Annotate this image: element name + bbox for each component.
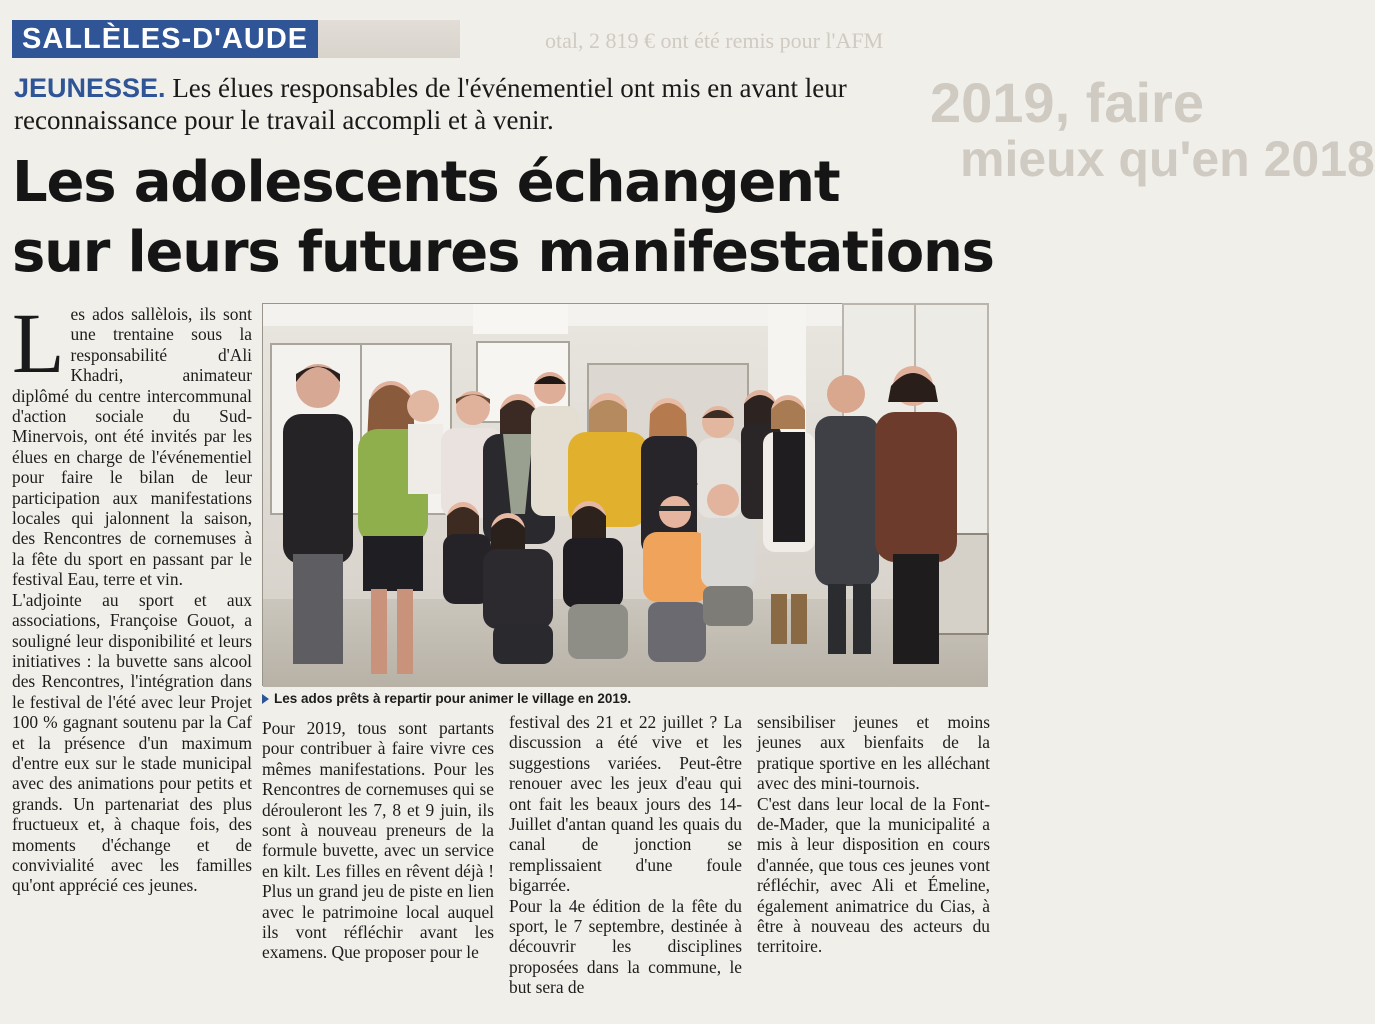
kicker bbox=[14, 72, 994, 136]
article-column-1 bbox=[12, 295, 252, 896]
paragraph-adjointe: L'adjointe au sport et aux associations, Françoise Gouot, a souligné leur disponibilité et leurs initiatives : la buvette sans alcool des Rencontres, l'intégration dans le festival de l'été avec leur Projet 100 % gagnant soutenu par la Caf et la présence d'un maximum d'entre eux sur le stade municipal avec des animations pour petits et grands. Un partenariat des plus fructueux et, à chaque fois, des moments d'échange et de convivialité avec les familles qu'ont apprécié ces jeunes. bbox=[12, 589, 252, 896]
kicker-label: JEUNESSE. bbox=[14, 73, 166, 103]
paragraph-festival: festival des 21 et 22 juillet ? La discussion a été vive et les suggestions variées. Peut-être renouer avec les jeux d'eau qui ont fait les beaux jours des 14-Juillet d'antan quand les quais du canal de jonction se remplissaient d'une foule bigarrée. bbox=[509, 712, 742, 896]
section-location-tag: SALLÈLES-D'AUDE bbox=[12, 20, 318, 58]
photo-caption bbox=[262, 690, 987, 708]
bleed-through-headline: 2019, faire bbox=[930, 71, 1204, 134]
bleed-through-headline-2: mieux qu'en 2018 bbox=[960, 131, 1375, 187]
paragraph-intro-rest: es ados sallèlois, ils sont une trentaine sous la responsabilité d'Ali Khadri, animateur diplômé du centre intercommunal d'action sociale du Sud-Minervois, ont été invités par les élues en charge de l'événementiel pour faire le bilan de leur participation aux manifestations locales qui jalonnent la saison, des Rencontres de cornemuses à la fête du sport en passant par le festival Eau, terre et vin. bbox=[12, 304, 252, 590]
kicker-text: Les élues responsables de l'événementiel ont mis en avant leur reconnaissance pour le travail accompli et à venir. bbox=[14, 73, 847, 135]
headline-line-1: Les adolescents échangent bbox=[12, 150, 840, 215]
article-column-3 bbox=[509, 712, 742, 998]
caption-marker-icon bbox=[262, 694, 269, 704]
paragraph-fete-du-sport: Pour la 4e édition de la fête du sport, le 7 septembre, destinée à découvrir les disciplines proposées dans la commune, le but sera de bbox=[509, 895, 742, 998]
caption-text: Les ados prêts à repartir pour animer le village en 2019. bbox=[274, 691, 632, 706]
group-photo bbox=[262, 303, 987, 686]
article-column-4 bbox=[757, 712, 990, 957]
article-column-2 bbox=[262, 718, 494, 963]
paragraph-pour-2019: Pour 2019, tous sont partants pour contribuer à faire vivre ces mêmes manifestations. Pour les Rencontres de cornemuses qui se dérouleront les 7, 8 et 9 juin, ils sont à nouveau preneurs de la formule buvette, avec un service en kilt. Les filles en rêvent déjà ! Plus un grand jeu de piste en lien avec le patrimoine local auquel ils vont réfléchir avant les examens. Que proposer pour le bbox=[262, 718, 494, 963]
bleed-through-text: otal, 2 819 € ont été remis pour l'AFM bbox=[545, 28, 884, 53]
section-rule bbox=[318, 20, 460, 58]
paragraph-local: C'est dans leur local de la Font-de-Mader, que la municipalité a mis à leur disposition en cours d'année, que tous ces jeunes vont réfléchir, avec Ali et Émeline, également animatrice du Cias, à être à nouveau des acteurs du territoire. bbox=[757, 793, 990, 957]
headline-line-2: sur leurs futures manifestations bbox=[12, 220, 994, 285]
paragraph-sensibiliser: sensibiliser jeunes et moins jeunes aux bienfaits de la pratique sportive en les alléchant avec des mini-tournois. bbox=[757, 712, 990, 794]
drop-cap: L bbox=[12, 295, 65, 391]
headline bbox=[12, 148, 997, 288]
